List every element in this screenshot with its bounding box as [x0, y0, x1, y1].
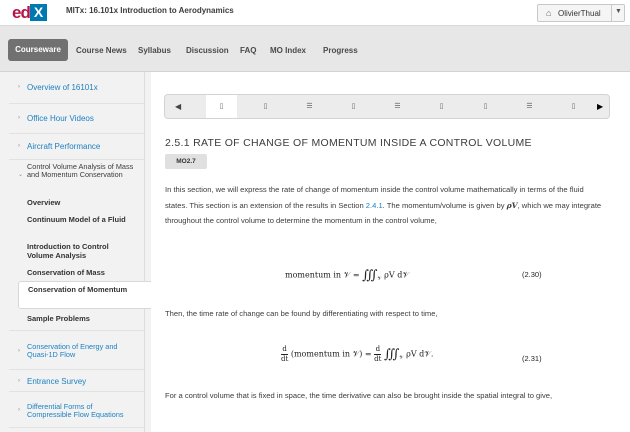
equation-number: (2.30) — [522, 270, 542, 279]
list-icon: ☰ — [394, 103, 401, 110]
chevron-right-icon: › — [18, 115, 20, 121]
sequence-item[interactable] — [470, 95, 501, 118]
equation-2-31: $\frac{d}{dt}$ (momentum in 𝒱) = $\frac{d}{dt}$ $∭_𝒱$ ρV d𝒱. — [281, 345, 434, 363]
triple-integral-symbol: ∭ — [384, 347, 400, 362]
sequence-item[interactable] — [382, 95, 413, 118]
sidebar-chapter-entrance-survey[interactable]: › Entrance Survey — [9, 370, 145, 392]
derivative-fraction: $\frac{d}{dt}$ — [374, 345, 382, 363]
tab-course-news[interactable]: Course News — [76, 46, 127, 55]
triple-integral-symbol: ∭ — [362, 268, 378, 283]
page-icon: ▯ — [219, 103, 224, 110]
page-icon: ▯ — [351, 103, 356, 110]
sequence-item[interactable] — [514, 95, 545, 118]
section-heading: 2.5.1 RATE OF CHANGE OF MOMENTUM INSIDE A CONTROL VOLUME — [165, 137, 532, 149]
tab-discussion[interactable]: Discussion — [186, 46, 229, 55]
page-icon: ▯ — [483, 103, 488, 110]
page-icon: ▯ — [571, 103, 576, 110]
sidebar-section-continuum-model[interactable]: Continuum Model of a Fluid — [27, 215, 126, 224]
paragraph-time-rate: Then, the time rate of change can be found by differentiating with respect to time, — [165, 309, 438, 318]
sidebar-chapter-differential-forms[interactable]: › Differential Forms of Compressible Flow Equations — [9, 392, 145, 428]
rho-v-symbol: ρV — [506, 200, 518, 210]
home-icon: ⌂ — [546, 8, 552, 18]
sidebar-section-conservation-of-momentum[interactable]: Conservation of Momentum — [18, 281, 153, 309]
sidebar-chapter-aircraft-performance[interactable]: › Aircraft Performance — [9, 134, 145, 160]
user-menu-button[interactable] — [537, 4, 625, 22]
chevron-right-icon: › — [18, 84, 20, 90]
course-tabs — [0, 26, 630, 72]
logo-x: X — [30, 4, 47, 21]
paragraph-intro: In this section, we will express the rate of change of momentum inside the control volume mathematically in terms of the fluid states. This section is an extension of the results in Section 2.4.1. The momentum/volume is given by ρV, which we may integrate throughout the control volume to determine the momentum in the control volume, — [165, 185, 602, 225]
chevron-right-icon: › — [18, 143, 20, 149]
course-title: MITx: 16.101x Introduction to Aerodynamics — [66, 6, 234, 15]
sequence-nav — [164, 94, 610, 119]
next-arrow-icon[interactable]: ▶ — [597, 102, 604, 111]
sequence-item[interactable] — [294, 95, 325, 118]
sidebar-chapter-energy[interactable]: › Conservation of Energy and Quasi-1D Flow — [9, 330, 145, 370]
user-menu-divider — [611, 5, 612, 21]
section-link[interactable]: 2.4.1 — [365, 200, 383, 210]
sequence-item[interactable] — [558, 95, 589, 118]
page-icon: ▯ — [439, 103, 444, 110]
username: OlivierThual — [558, 9, 601, 18]
tab-courseware[interactable]: Courseware — [8, 39, 68, 61]
prev-arrow-icon[interactable]: ◀ — [175, 102, 182, 111]
tab-faq[interactable]: FAQ — [240, 46, 257, 55]
sidebar-chapter-overview[interactable]: › Overview of 16101x — [9, 72, 145, 104]
sidebar-section-overview[interactable]: Overview — [27, 198, 61, 207]
sidebar-section-conservation-of-mass[interactable]: Conservation of Mass — [27, 268, 105, 277]
course-sidebar — [9, 72, 145, 432]
chevron-down-icon: ⌄ — [18, 172, 24, 178]
sidebar-section-intro-control-volume[interactable]: Introduction to Control Volume Analysis — [27, 242, 109, 260]
sidebar-section-sample-problems[interactable]: Sample Problems — [27, 314, 90, 323]
sidebar-chapter-control-volume[interactable]: ⌄ Control Volume Analysis of Mass and Momentum Conservation — [18, 162, 134, 179]
sequence-item[interactable] — [250, 95, 281, 118]
equation-2-30: momentum in 𝒱 = $∭_𝒱$ ρV d𝒱 — [285, 268, 409, 283]
top-header — [0, 0, 630, 26]
chevron-right-icon: › — [18, 407, 20, 413]
paragraph-fixed-control-volume: For a control volume that is fixed in space, the time derivative can also be brought inside the spatial integral to give, — [165, 391, 553, 400]
tab-progress[interactable]: Progress — [323, 46, 358, 55]
sidebar-chapter-office-hours[interactable]: › Office Hour Videos — [9, 104, 145, 134]
logo-ed: ed — [12, 3, 30, 22]
tab-syllabus[interactable]: Syllabus — [138, 46, 171, 55]
sequence-item[interactable] — [206, 95, 237, 118]
mo-badge[interactable]: MO2.7 — [165, 154, 207, 169]
sequence-item[interactable] — [338, 95, 369, 118]
chevron-right-icon: › — [18, 378, 20, 384]
chevron-right-icon: › — [18, 348, 20, 354]
list-icon: ☰ — [306, 103, 313, 110]
sequence-item[interactable] — [426, 95, 457, 118]
caret-down-icon[interactable]: ▼ — [615, 8, 622, 15]
page-icon: ▯ — [263, 103, 268, 110]
equation-number: (2.31) — [522, 354, 542, 363]
main-content — [151, 72, 630, 432]
list-icon: ☰ — [526, 103, 533, 110]
tab-mo-index[interactable]: MO Index — [270, 46, 307, 55]
derivative-fraction: $\frac{d}{dt}$ — [281, 345, 289, 363]
edx-logo[interactable] — [12, 3, 48, 23]
